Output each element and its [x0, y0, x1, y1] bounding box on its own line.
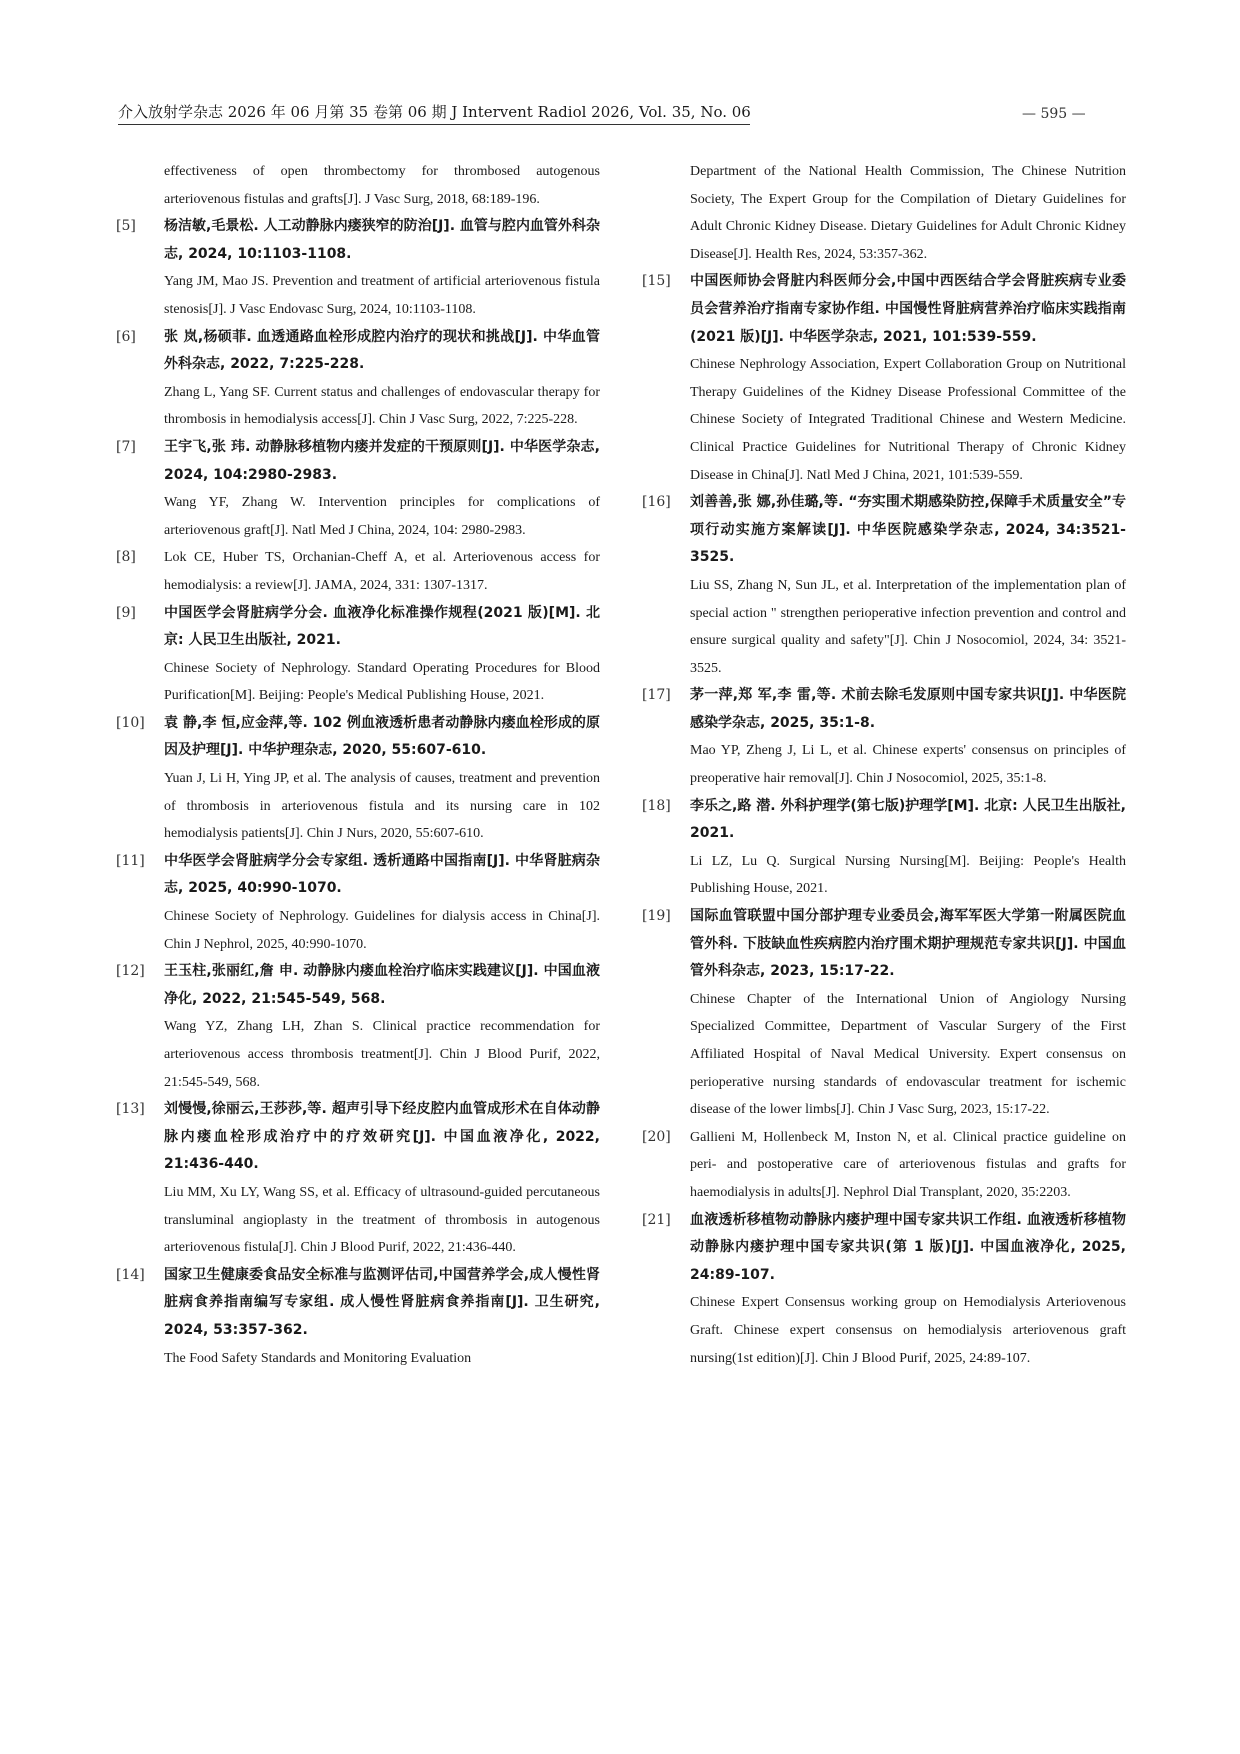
reference-number: [20] [642, 1128, 671, 1145]
reference-english: Wang YF, Zhang W. Intervention principles for complications of arteriovenous graft[J]. Natl Med J China, 2024, 104: 2980-2983. [164, 495, 600, 538]
reference-english: Liu MM, Xu LY, Wang SS, et al. Efficacy of ultrasound-guided percutaneous transluminal angioplasty in the treatment of thrombosis in autogenous arteriovenous fistula[J]. Chin J Blood Purif, 2022, 21:436-440. [164, 1184, 600, 1256]
reference-chinese: 袁 静,李 恒,应金萍,等. 102 例血液透析患者动静脉内瘘血栓形成的原因及护理[J]. 中华护理杂志, 2020, 55:607-610. [164, 714, 600, 759]
reference-chinese: 杨洁敏,毛景松. 人工动静脉内瘘狭窄的防治[J]. 血管与腔内血管外科杂志, 2024, 10:1103-1108. [164, 218, 600, 262]
reference-number: [9] [116, 604, 136, 621]
right-column [642, 158, 1126, 1372]
reference-english: Liu SS, Zhang N, Sun JL, et al. Interpretation of the implementation plan of special action " strengthen perioperative infection prevention and control and ensure surgical quality and safety"[J]. Chin J Nosocomiol, 2024, 34: 3521-3525. [690, 577, 1126, 676]
reference-number: [10] [116, 714, 145, 731]
reference-number: [19] [642, 908, 671, 925]
reference-chinese: 王宇飞,张 玮. 动静脉移植物内瘘并发症的干预原则[J]. 中华医学杂志, 2024, 104:2980-2983. [164, 438, 600, 483]
reference-entry [116, 600, 600, 710]
reference-chinese: 刘慢慢,徐丽云,王莎莎,等. 超声引导下经皮腔内血管成形术在自体动静脉内瘘血栓形成治疗中的疗效研究[J]. 中国血液净化, 2022, 21:436-440. [164, 1101, 600, 1173]
reference-english: The Food Safety Standards and Monitoring Evaluation [164, 1350, 472, 1366]
reference-entry [116, 1096, 600, 1262]
reference-number: [18] [642, 797, 671, 814]
reference-entry [116, 544, 600, 599]
reference-chinese: 中华医学会肾脏病学分会专家组. 透析通路中国指南[J]. 中华肾脏病杂志, 2025, 40:990-1070. [164, 852, 600, 897]
reference-english: effectiveness of open thrombectomy for thrombosed autogenous arteriovenous fistulas and grafts[J]. J Vasc Surg, 2018, 68:189-196. [164, 164, 600, 207]
reference-entry [690, 158, 1126, 268]
reference-english: Gallieni M, Hollenbeck M, Inston N, et al. Clinical practice guideline on peri- and postoperative care of arteriovenous fistulas and grafts for haemodialysis in adults[J]. Nephrol Dial Transplant, 2020, 35:2203. [690, 1129, 1126, 1200]
reference-number: [14] [116, 1266, 145, 1283]
reference-chinese: 国家卫生健康委食品安全标准与监测评估司,中国营养学会,成人慢性肾脏病食养指南编写专家组. 成人慢性肾脏病食养指南[J]. 卫生研究, 2024, 53:357-362. [164, 1266, 600, 1338]
reference-entry [116, 710, 600, 848]
reference-entry [116, 848, 600, 958]
reference-english: Mao YP, Zheng J, Li L, et al. Chinese experts' consensus on principles of preoperative hair removal[J]. Chin J Nosocomiol, 2025, 35:1-8. [690, 743, 1126, 787]
reference-number: [8] [116, 549, 136, 566]
reference-entry [642, 682, 1126, 792]
reference-chinese: 血液透析移植物动静脉内瘘护理中国专家共识工作组. 血液透析移植物动静脉内瘘护理中国专家共识(第 1 版)[J]. 中国血液净化, 2025, 24:89-107. [690, 1211, 1126, 1283]
reference-english: Chinese Chapter of the International Union of Angiology Nursing Specialized Committee, Department of Vascular Surgery of the First Affiliated Hospital of Naval Medical University. Expert consensus on perioperative nursing standards of endovascular treatment for ischemic disease of the lower limbs[J]. Chin J Vasc Surg, 2023, 15:17-22. [690, 991, 1126, 1118]
reference-number: [17] [642, 687, 671, 704]
reference-entry [116, 434, 600, 544]
reference-entry [164, 158, 600, 213]
reference-number: [21] [642, 1211, 671, 1228]
reference-entry [642, 268, 1126, 489]
reference-entry [642, 1207, 1126, 1373]
reference-chinese: 张 岚,杨硕菲. 血透通路血栓形成腔内治疗的现状和挑战[J]. 中华血管外科杂志, 2022, 7:225-228. [164, 328, 600, 373]
reference-entry [642, 489, 1126, 682]
reference-entry [642, 1124, 1126, 1207]
reference-chinese: 中国医师协会肾脏内科医师分会,中国中西医结合学会肾脏疾病专业委员会营养治疗指南专家协作组. 中国慢性肾脏病营养治疗临床实践指南(2021 版)[J]. 中华医学杂志, 2021, 101:539-559. [690, 273, 1126, 345]
reference-english: Lok CE, Huber TS, Orchanian-Cheff A, et al. Arteriovenous access for hemodialysis: a review[J]. JAMA, 2024, 331: 1307-1317. [164, 550, 600, 593]
reference-chinese: 王玉柱,张丽红,詹 申. 动静脉内瘘血栓治疗临床实践建议[J]. 中国血液净化, 2022, 21:545-549, 568. [164, 963, 600, 1007]
reference-entry [116, 1262, 600, 1372]
reference-english: Chinese Society of Nephrology. Standard Operating Procedures for Blood Purification[M]. Beijing: People's Medical Publishing House, 2021. [164, 660, 600, 704]
reference-number: [11] [116, 852, 145, 869]
reference-number: [16] [642, 494, 671, 511]
reference-number: [12] [116, 963, 145, 980]
reference-chinese: 中国医学会肾脏病学分会. 血液净化标准操作规程(2021 版)[M]. 北京: 人民卫生出版社, 2021. [164, 604, 600, 649]
reference-number: [6] [116, 328, 136, 345]
reference-entry [116, 958, 600, 1096]
reference-number: [7] [116, 438, 136, 455]
reference-entry [642, 903, 1126, 1124]
reference-english: Chinese Nephrology Association, Expert Collaboration Group on Nutritional Therapy Guidelines of the Kidney Disease Professional Committee of the Chinese Society of Integrated Traditional Chinese and Western Medicine. Clinical Practice Guidelines for Nutritional Therapy of Chronic Kidney Disease in China[J]. Natl Med J China, 2021, 101:539-559. [690, 357, 1126, 483]
running-header: 介入放射学杂志 2026 年 06 月第 35 卷第 06 期 J Intervent Radiol 2026, Vol. 35, No. 06 [118, 102, 750, 125]
reference-english: Chinese Society of Nephrology. Guidelines for dialysis access in China[J]. Chin J Nephrol, 2025, 40:990-1070. [164, 909, 600, 952]
reference-english: Chinese Expert Consensus working group on Hemodialysis Arteriovenous Graft. Chinese expert consensus on hemodialysis arteriovenous graft nursing(1st edition)[J]. Chin J Blood Purif, 2025, 24:89-107. [690, 1295, 1126, 1366]
reference-number: [5] [116, 218, 136, 235]
reference-chinese: 李乐之,路 潜. 外科护理学(第七版)护理学[M]. 北京: 人民卫生出版社, 2021. [690, 797, 1126, 842]
reference-english: Wang YZ, Zhang LH, Zhan S. Clinical practice recommendation for arteriovenous access thrombosis treatment[J]. Chin J Blood Purif, 2022, 21:545-549, 568. [164, 1019, 600, 1090]
reference-entry [116, 324, 600, 434]
left-column [116, 158, 600, 1372]
reference-chinese: 刘善善,张 娜,孙佳璐,等. “夯实围术期感染防控,保障手术质量安全”专项行动实施方案解读[J]. 中华医院感染学杂志, 2024, 34:3521-3525. [690, 494, 1126, 566]
reference-chinese: 国际血管联盟中国分部护理专业委员会,海军军医大学第一附属医院血管外科. 下肢缺血性疾病腔内治疗围术期护理规范专家共识[J]. 中国血管外科杂志, 2023, 15:17-22. [690, 908, 1126, 980]
reference-chinese: 茅一萍,郑 军,李 雷,等. 术前去除毛发原则中国专家共识[J]. 中华医院感染学杂志, 2025, 35:1-8. [690, 687, 1126, 731]
reference-english: Li LZ, Lu Q. Surgical Nursing Nursing[M]. Beijing: People's Health Publishing House, 2021. [690, 853, 1126, 897]
reference-english: Yuan J, Li H, Ying JP, et al. The analysis of causes, treatment and prevention of thrombosis in arteriovenous fistula and its nursing care in 102 hemodialysis patients[J]. Chin J Nurs, 2020, 55:607-610. [164, 771, 600, 842]
page-number: — 595 — [1022, 106, 1086, 122]
reference-number: [13] [116, 1101, 145, 1118]
reference-english: Zhang L, Yang SF. Current status and challenges of endovascular therapy for thrombosis in hemodialysis access[J]. Chin J Vasc Surg, 2022, 7:225-228. [164, 384, 600, 428]
reference-entry [642, 793, 1126, 903]
reference-entry [116, 213, 600, 323]
reference-number: [15] [642, 273, 671, 290]
reference-english: Department of the National Health Commission, The Chinese Nutrition Society, The Expert Group for the Compilation of Dietary Guidelines for Adult Chronic Kidney Disease. Dietary Guidelines for Adult Chronic Kidney Disease[J]. Health Res, 2024, 53:357-362. [690, 164, 1126, 262]
reference-english: Yang JM, Mao JS. Prevention and treatment of artificial arteriovenous fistula stenosis[J]. J Vasc Endovasc Surg, 2024, 10:1103-1108. [164, 274, 600, 317]
